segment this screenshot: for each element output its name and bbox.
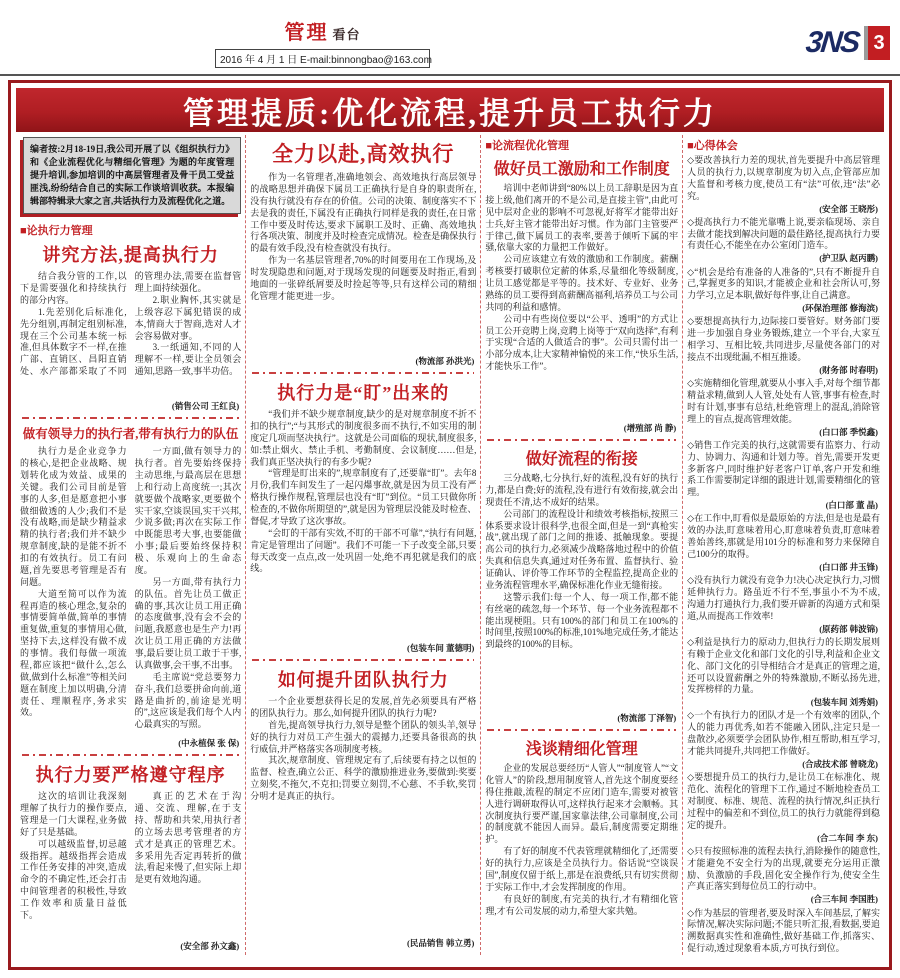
insight-text: ◇要改善执行力差的现状,首先要提升中高层管理人员的执行力,以规章制度为切入点,企管部应加大监督和考核力度,使员工有“法”可依,违“法”必究。	[687, 155, 880, 201]
article-body	[250, 409, 476, 641]
column-group-1	[16, 135, 245, 955]
article-paragraph: 作为一名基层管理者,70%的时间要用在工作现场,及时发现隐患和问题,对于现场发现的问题要及时指正,看到地面的一张碎纸屑要及时捡起等等,只有这样公司的精细化管理才能更进一步。	[250, 255, 477, 301]
article-paragraph: 一个企业要想获得长足的发展,首先必须要具有严格的团队执行力。那么,如何提升团队的执行力呢?	[250, 696, 477, 718]
insight-list	[687, 155, 880, 955]
article-divider	[487, 439, 676, 441]
insight-item	[687, 316, 880, 376]
insight-text: ◇只有按照标准的流程去执行,消除操作的随意性,才能避免不安全行为的出现,就要充分运用正激励、负激励的手段,固化安全操作行为,使安全生产真正落实到每位员工的行动中。	[687, 845, 880, 892]
article-byline: (销售公司 王红良)	[171, 401, 240, 412]
article-byline: (民品销售 韩立勇)	[407, 938, 475, 948]
article-title: 做好流程的衔接	[525, 451, 638, 468]
article-divider	[22, 754, 239, 756]
article-divider	[252, 659, 474, 661]
article-paragraph: 一方面,做有领导力的执行者。首先要始终保持主动思维,与最高层在思想上和行动上高度统一;其次就要做个战略家,更要做个实干家,空谈误国,实干兴邦,少说多做;再次在实际工作中既能思考大事,也要能做小事;最后要始终保持积极、乐观向上的生命态度。	[134, 446, 242, 575]
article-paragraph: 结合我分管的工作,以下是需要强化和持续执行的部分内容。	[20, 271, 127, 305]
article-body	[485, 763, 678, 955]
insight-item	[687, 378, 880, 438]
insight-text: ◇在工作中,盯看似是最原始的方法,但是也是最有效的办法,盯意味着用心,盯意味着负责,盯意味着善始善终,那就是用101分的标准和努力来保障自己100分的取得。	[687, 513, 880, 560]
insight-item	[687, 575, 880, 635]
article-byline: (物流部 孙洪光)	[415, 356, 475, 366]
article-byline: (安全部 孙文鑫)	[180, 941, 240, 952]
article-jili-zhidu	[485, 156, 678, 434]
article-paragraph: 公司部门的流程设计和绩效考核指标,按照三体系要求设计很科学,也很全面,但是一到“真枪实战”,就出现了部门之间的推诿、抵触现象。要提高公司的执行力,必须减少战略落地过程中的价值失真和信息失真,通过对任务布置、监督执行、验证确认、评价等工作环节的全程监控,提高企业的业务流程管理水平,确保标准化作业无缝衔接。	[485, 508, 679, 590]
article-divider	[252, 372, 474, 374]
article-title: 浅谈精细化管理	[525, 741, 638, 758]
section-title	[215, 22, 430, 46]
article-body	[20, 446, 241, 736]
article-paragraph: 有了好的制度不代表管理就精细化了,还需要好的执行力,应该是全员执行力。俗话说“空谈误国”,制度仅留于纸上,那是在浪费纸,只有切实贯彻于实际工作中,才会发挥制度的作用。	[485, 846, 679, 892]
insight-item	[687, 846, 880, 906]
article-body	[20, 271, 241, 399]
article-paragraph: 这次的培训让我深刻理解了执行力的操作要点,管理是一门大课程,业务做好了只是基础。	[20, 791, 127, 837]
article-body	[485, 473, 678, 711]
insight-byline: (包装车间 刘秀娟)	[810, 697, 878, 708]
header-rule	[0, 74, 900, 76]
article-body	[250, 696, 476, 936]
insight-item	[687, 710, 880, 770]
column-area	[16, 135, 884, 955]
column-group-3	[480, 135, 682, 955]
section-title-main: 管理	[284, 22, 329, 44]
insight-byline: (白口部 季悦鑫)	[819, 426, 878, 437]
article-body	[20, 791, 241, 939]
article-paragraph: 公司中有些岗位要以“公平、透明”的方式让员工公开竞聘上岗,竞聘上岗等于“双向选择”,有利于实现“合适的人做适合的事”。公司只需付出一小部分成本,让大家精神愉悦的来工作,“快乐生活,才能快乐工作”。	[485, 313, 679, 372]
insight-item	[687, 637, 880, 709]
article-byline: (增殖部 尚 静)	[623, 423, 677, 433]
article-paragraph: 1.先差别化后标准化,先分组别,再制定组别标准,现在三个公司基本统一标准,但具体数字不一样,在推广部、直销区、昌阳直销处、水产部都采取了不同的管理办法,需要在监督管理上面持续强化。	[20, 271, 242, 377]
insight-text: ◇“机会是给有准备的人准备的”,只有不断提升自己,掌握更多的知识,才能被企业和社会所认可,努力学习,立足本职,做好每件事,让自己满意。	[687, 266, 880, 301]
section-label-execution: ■论执行力管理	[20, 225, 93, 238]
insight-text: ◇利益是执行力的原动力,但执行力的长期发展则有赖于企业文化和部门文化的引导,利益和企业文化、部门文化的引导相结合才是真正的管理之道,还可以设置薪酬之外的特殊激励,不断弘扬先进,发挥榜样的力量。	[687, 636, 880, 695]
insight-byline: (环保治理部 修海滨)	[802, 303, 878, 314]
article-paragraph: 首先,提高领导执行力,领导是整个团队的领头羊,领导好的执行力对员工产生强大的震撼力,还要具备很高的执行威信,并严格落实各项制度考核。	[250, 719, 477, 754]
article-title: 做好员工激励和工作制度	[493, 161, 670, 178]
page-frame	[8, 80, 892, 970]
insight-item	[687, 440, 880, 512]
insight-byline: (安全部 王晓彤)	[819, 203, 878, 214]
column-group-4	[682, 135, 884, 955]
main-headline: 管理提质:优化流程,提升员工执行力	[182, 95, 718, 131]
article-title: 如何提升团队执行力	[277, 670, 449, 690]
article-body	[485, 183, 678, 421]
masthead-right	[803, 26, 890, 60]
insight-text: ◇销售工作完美的执行,这就需要有监察力、行动力、协调力、沟通和计划力等。首先,需要开发更多新客户,同时维护好老客户订单,客户开发和维系工作需要制定详细的跟进计划,需要精细化的管理。	[687, 439, 880, 498]
article-byline: (物流部 丁泽智)	[617, 713, 677, 723]
article-title: 执行力要严格遵守程序	[35, 765, 226, 786]
insight-item	[687, 513, 880, 573]
article-lingdaoli	[20, 424, 241, 749]
insight-byline: (合二车间 李 东)	[817, 832, 878, 843]
article-paragraph: 3.一纸通知,不同的人理解不一样,要让全员领会通知,思路一致,事半功倍。	[134, 342, 242, 377]
article-paragraph: 其次,规章制度、管理规定有了,后续要有持之以恒的监督、检查,确立公正、科学的激励推进业务,要做到:奖要立刻奖,不拖欠,不克扣;罚要立刻罚,不心慈、不手软,奖罚分明才是真正的执行。	[250, 755, 477, 801]
masthead	[0, 22, 900, 72]
article-zunshou-chengxu	[20, 761, 241, 952]
masthead-center	[215, 22, 430, 68]
insight-byline: (合成技术部 曾晓龙)	[802, 758, 878, 769]
article-paragraph: “会盯的干部有实效,不盯的干部不可靠”,“执行有问题,肯定是管理出了问题”。我们不可能一下子改变全部,只要每天改变一点点,改一处巩固一处,绝不再犯就是我们的底线。	[250, 527, 477, 574]
insight-item	[687, 155, 880, 215]
article-title: 做有领导力的执行者,带有执行力的队伍	[22, 427, 239, 442]
insight-text: ◇提高执行力不能光靠嘴上说,要亲临现场、亲自去做才能找到解决问题的最佳路径,提高执行力要有责任心,不能坐在办公室闭门造车。	[687, 216, 880, 251]
insight-item	[687, 772, 880, 844]
column-group-2	[245, 135, 480, 955]
page-number: 3	[868, 26, 890, 60]
article-divider	[487, 729, 676, 731]
page-number-tab	[864, 26, 890, 60]
dateline-box: 2016 年 4 月 1 日 E-mail:binnongbao@163.com	[215, 49, 430, 68]
article-divider	[22, 417, 239, 419]
article-paragraph: 大道至简可以作为流程再造的核心理念,复杂的事情要简单做,简单的事情重复做,重复的事情用心做,坚持下去,这样没有做不成的事情。我们每做一项流程,都应该把“做什么,怎么做,做到什么标准”等相关问题在制度上加以明确,分清责任、理顺程序,务求实效。	[20, 588, 127, 718]
section-label-process: ■论流程优化管理	[485, 140, 569, 152]
article-byline: (中永植保 张 保)	[178, 738, 240, 749]
insight-text: ◇作为基层的管理者,要及时深入车间基层,了解实际情况,解决实际问题;不能只听汇报,看数据,要追溯数据真实性和准确性,做好基础工作,抓落实、促行动,透过现象看本质,方可执行到位。	[687, 907, 880, 954]
article-body	[250, 172, 476, 354]
editor-note-text: 编者按:2月18-19日,我公司开展了以《组织执行力》和《企业流程优化与精细化管理》为题的年度管理提升培训,参加培训的中高层管理者及骨干员工受益匪浅,纷纷结合自己的实际工作谈培训收获。本报编辑部特辑录大家之言,共话执行力及流程优化之道。	[30, 144, 235, 207]
article-paragraph: 公司应该建立有效的激励和工作制度。薪酬考核要打破职位定薪的体系,尽量细化等级制度,让员工感觉都是平等的。技术好、专业好、业务熟练的员工要得到高薪酬高福利,培养员工与公司共同的利益和感情。	[485, 254, 679, 312]
editor-note	[23, 137, 241, 214]
article-jingxihua-guanli	[485, 736, 678, 955]
insight-item	[687, 267, 880, 315]
article-paragraph: 可以越级监督,切忌越级指挥。越级指挥会造成工作任务安排的冲突,造成命令的不确定性,还会打击中间管理者的积极性,导致工作效率和质量日益低下。	[20, 838, 127, 920]
article-title: 全力以赴,高效执行	[272, 142, 455, 166]
article-paragraph: 有良好的制度,有完美的执行,才有精细化管理,才有公司发展的动力,希望大家共勉。	[485, 893, 679, 916]
article-quanli-yifu	[250, 138, 476, 367]
article-paragraph: 2.职业胸怀,其实就是上级容忍下属犯错误的成本,情商大于智商,选对人才会容易做对事。	[134, 294, 242, 341]
article-title: 执行力是“盯”出来的	[277, 383, 450, 403]
insight-text: ◇要想提升员工的执行力,是让员工在标准化、规范化、流程化的管理下工作,通过不断地检查员工对制度、标准、规范、流程的执行情况,纠正执行过程中的偏差和不到位,员工的执行力就能得到稳定的提升。	[687, 772, 880, 830]
article-paragraph: 培训中老师讲到“80%以上员工辞职是因为直接上级,他们离开的不是公司,是直接主管”,由此可见中层对企业的影响不可忽视,好将军才能带出好士兵,好主管才能带出好习惯。作为部门主管要严于律己,做下属员工的表率,要善于倾听下属的牢骚,依靠大家的力量把工作做好。	[485, 183, 679, 253]
insight-text: ◇没有执行力就没有竞争力!决心决定执行力,习惯延伸执行力。路虽近不行不至,事虽小不为不成,沟通力打通执行力,我们要开辟新的沟通方式和渠道,从而提高工作效率!	[687, 575, 880, 621]
insight-byline: (财务部 时春明)	[819, 364, 878, 375]
article-paragraph: 真正的艺术在于沟通、交流、理解,在于支持、帮助和共荣,用执行者的立场去思考管理者的方式才是真正的管理艺术。多采用先否定再转折的做法,看起来慢了,但实际上却是更有效地沟通。	[134, 791, 242, 885]
insight-text: ◇实施精细化管理,就要从小事入手,对每个细节都精益求精,做到人人管,处处有人管,事事有检查,时时有计划,事事有总结,杜绝管理上的混乱,消除管理上的盲点,提高管理效能。	[687, 378, 880, 424]
article-tuandui-zhixingli	[250, 666, 476, 949]
article-paragraph: 执行力是企业竞争力的核心,是把企业战略、规划转化成为效益、成果的关键。我们公司目前是管事的人多,但是愿意把小事做细做透的人少;我们不是没有战略,而是缺少精益求精的执行者;我们并不缺少规章制度,缺的是能不折不扣的有效执行。员工有问题,首先要思考管理是否有问题。	[20, 446, 127, 587]
insight-byline: (白口部 董 晶)	[825, 500, 878, 511]
article-paragraph: “管理是盯出来的”,规章制度有了,还要靠“盯”。去年8月份,我们车间发生了一起闪爆事故,就是因为员工没有严格执行操作规程,管理层也没有“盯”到位。“员工只做你所检查的,不做你所期望的”,就是因为管理层没能及时检查、督促,才导致了这次事故。	[250, 468, 477, 526]
article-paragraph: 毛主席说“党总要努力奋斗,我们总要拼命向前,道路是曲折的,前途是光明的”,这应该是我们每个人内心最真实的写照。	[134, 671, 242, 730]
insight-item	[687, 217, 880, 265]
banner	[16, 88, 884, 132]
article-paragraph: 作为一名管理者,准确地领会、高效地执行高层领导的战略思想并确保下属员工正确执行是自身的职责所在,没有执行就没有存在的价值。公司的决策、制度落实不下去是我的责任,下属没有正确执行同样是我的责任,在日常工作中要及时传达,要求下属职工及时、正确、高效地执行各项决策、制度并及时检查完成情况。检查是确保执行的最有效手段,没有检查就没有执行。	[250, 172, 477, 254]
insight-byline: (合三车间 李国胜)	[810, 894, 878, 905]
insight-byline: (护卫队 赵丙鹏)	[819, 253, 878, 264]
insight-byline: (白口部 井玉锋)	[819, 561, 878, 572]
article-ding-chulai	[250, 379, 476, 654]
insight-byline: (原药部 韩波锦)	[819, 623, 878, 634]
section-label-insights: ■心得体会	[687, 140, 738, 152]
section-title-sub: 看台	[332, 27, 361, 42]
article-paragraph: 另一方面,带有执行力的队伍。首先让员工做正确的事,其次让员工用正确的态度做事,没有会不会的问题,我愿意也是生产力!再次让员工用正确的方法做事,最后要让员工敢于干事,认真做事,会干事,不出事。	[134, 576, 242, 670]
article-jiangjiu-fangfa	[20, 241, 241, 412]
article-title: 讲究方法,提高执行力	[42, 245, 219, 266]
insight-text: ◇一个有执行力的团队才是一个有效率的团队,个人的能力再优秀,如若不能融入团队,注定只是一盘散沙,必须要学会团队协作,相互帮助,相互学习,才能共同提升,共同把工作做好。	[687, 710, 880, 757]
article-paragraph: “我们并不缺少规章制度,缺少的是对规章制度不折不扣的执行”;“与其形式的制度很多而不执行,不如实用的制度定几项而坚决执行”。这就是公司面临的现状,制度很多,如:禁止烟火、禁止手机、考勤制度、会议制度……但是,我们真正坚决执行的有多少呢?	[250, 409, 477, 467]
article-byline: (包装车间 董德明)	[407, 643, 475, 653]
article-paragraph: 这警示我们:每一个人、每一项工作,都不能有丝毫的疏忽,每一个环节、每一个业务流程都不能出现梗阻。只有100%的部门和员工在100%的时间里,按照100%的标准,101%地完成任务,才能达到最终的100%的目标。	[485, 591, 679, 650]
article-liucheng-xianjie	[485, 446, 678, 724]
insight-item	[687, 908, 880, 956]
article-paragraph: 企业的发展总要经历“人管人”“制度管人”“文化管人”的阶段,想用制度管人,首先这个制度要经得住推敲,流程的制定不应闭门造车,需要对被管人进行调研取得认可,这样执行起来才会顺畅。其次制度执行要严谨,国家靠法律,公司靠制度,公司的制度就不能因人而异。最后,制度需要定期维护。	[485, 763, 679, 845]
newspaper-logo: 3NS	[803, 26, 860, 59]
article-paragraph: 三分战略,七分执行,好的流程,没有好的执行力,都是白费;好的流程,没有进行有效衔接,就会出现责任不清,达不成好的结果。	[485, 473, 679, 507]
insight-text: ◇要想提高执行力,边际接口要管好。财务部门要进一步加强自身业务锻炼,建立一个平台,大家互相学习、互相比较,共同进步,尽量使各部门的对接点不出现纰漏,不相互推诿。	[687, 316, 880, 363]
